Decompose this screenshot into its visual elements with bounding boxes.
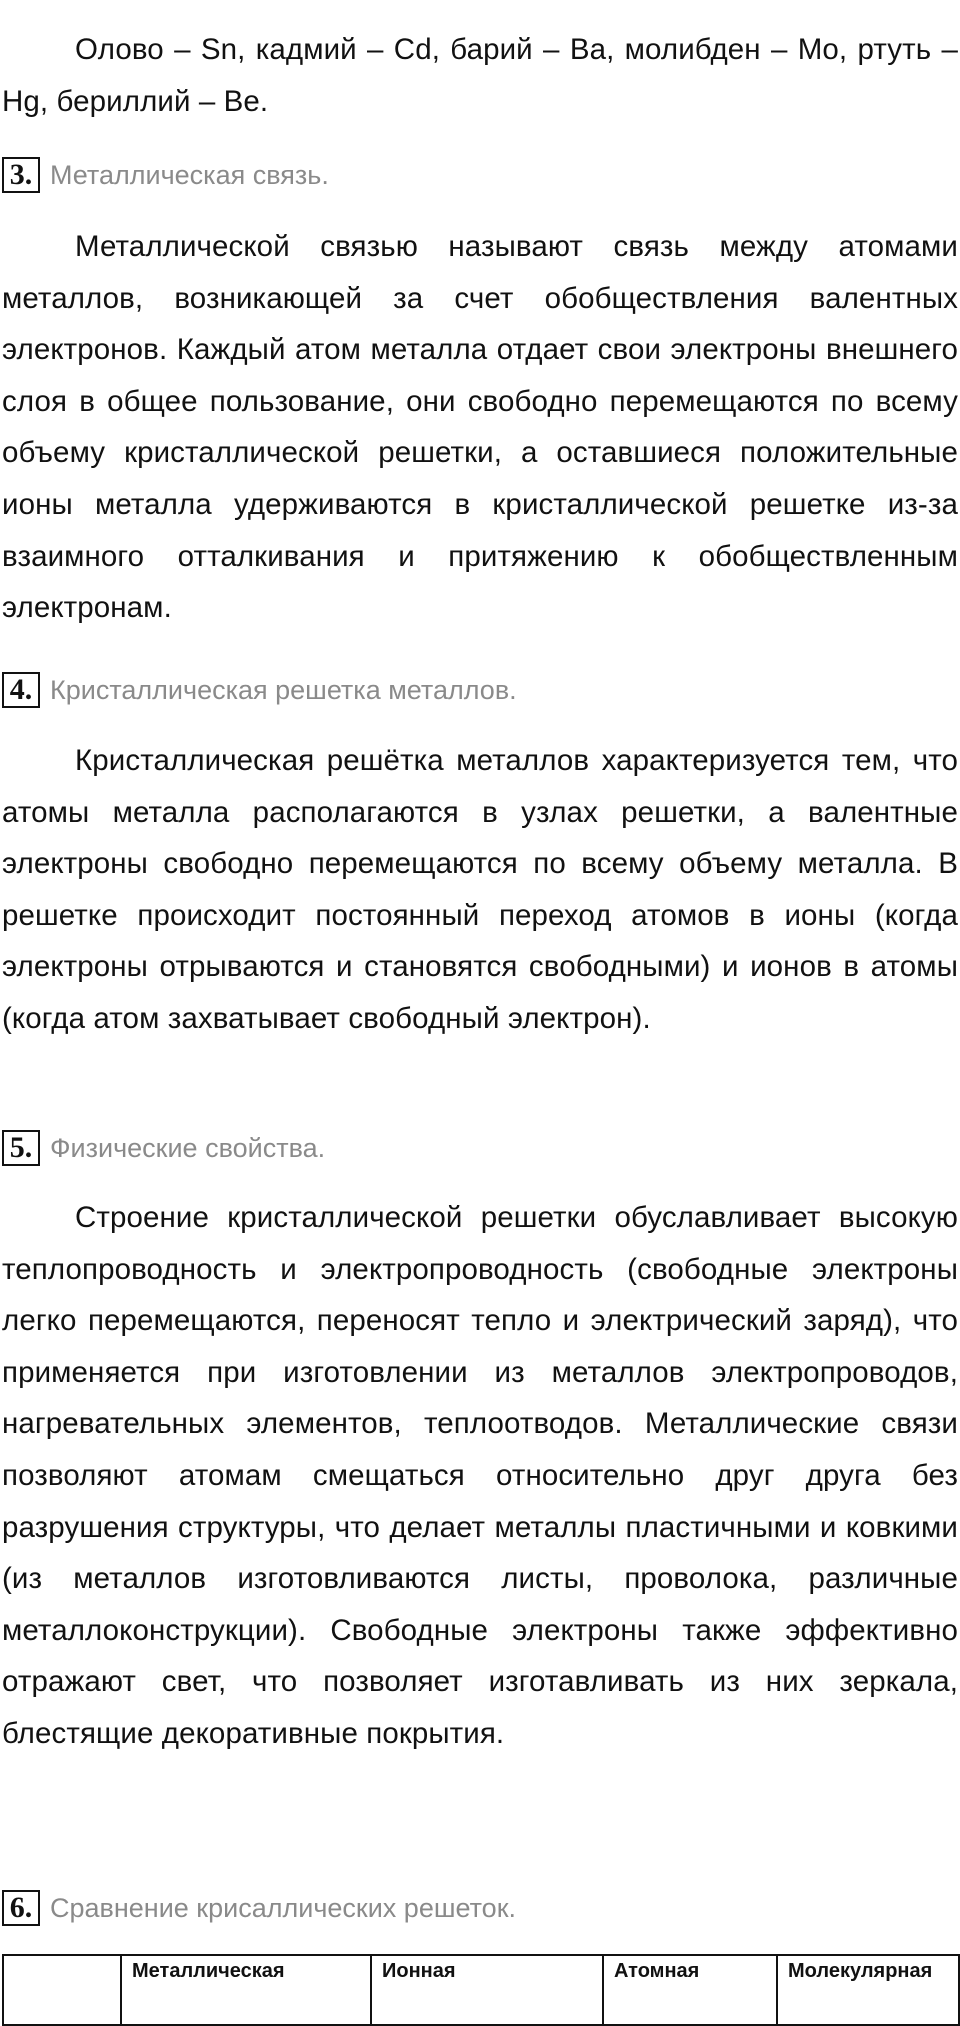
section-number-box: 4.	[2, 672, 40, 708]
table-header-row	[3, 1955, 959, 2025]
section-3-body: Металлической связью называют связь между атомами металлов, возникающей за счет обобществления валентных электронов. Каждый атом металла отдает свои электроны внешнего слоя в общее пользование, они свободно перемещаются по всему объему кристаллической решетки, а оставшиеся положительные ионы металла удерживаются в кристаллической решетке из-за взаимного отталкивания и притяжению к обобществленным электронам.	[2, 230, 958, 625]
section-6-heading	[2, 1886, 516, 1930]
section-title: Кристаллическая решетка металлов.	[50, 674, 517, 705]
intro-paragraph: Олово – Sn, кадмий – Cd, барий – Ba, молибден – Mo, ртуть – Hg, бериллий – Be.	[2, 33, 958, 118]
comparison-table	[2, 1954, 960, 2026]
section-title: Металлическая связь.	[50, 159, 329, 190]
table-header-cell: Металлическая	[121, 1955, 371, 2025]
section-4-heading	[2, 668, 517, 712]
section-3-heading	[2, 153, 329, 197]
table-header-cell: Молекулярная	[777, 1955, 959, 2025]
section-4-body: Кристаллическая решётка металлов характеризуется тем, что атомы металла располагаются в узлах решетки, а валентные электроны свободно перемещаются по всему объему металла. В решетке происходит постоянный переход атомов в ионы (когда электроны отрываются и становятся свободными) и ионов в атомы (когда атом захватывает свободный электрон).	[2, 744, 958, 1035]
table-header-cell: Ионная	[371, 1955, 603, 2025]
section-number-box: 3.	[2, 157, 40, 193]
section-title: Сравнение крисаллических решеток.	[50, 1892, 517, 1923]
table-header-cell	[3, 1955, 121, 2025]
table-header-cell: Атомная	[603, 1955, 777, 2025]
section-number-box: 5.	[2, 1130, 40, 1166]
section-number-box: 6.	[2, 1890, 40, 1926]
section-5-heading	[2, 1126, 325, 1170]
section-title: Физические свойства.	[50, 1132, 326, 1163]
section-5-body: Строение кристаллической решетки обуславливает высокую теплопроводность и электропроводность (свободные электроны легко перемещаются, переносят тепло и электрический заряд), что применяется при изготовлении из металлов электропроводов, нагревательных элементов, теплоотводов. Металлические связи позволяют атомам смещаться относительно друг друга без разрушения структуры, что делает металлы пластичными и ковкими (из металлов изготовливаются листы, проволока, различные металлоконструкции). Свободные электроны также эффективно отражают свет, что позволяет изготавливать из них зеркала, блестящие декоративные покрытия.	[2, 1201, 958, 1750]
